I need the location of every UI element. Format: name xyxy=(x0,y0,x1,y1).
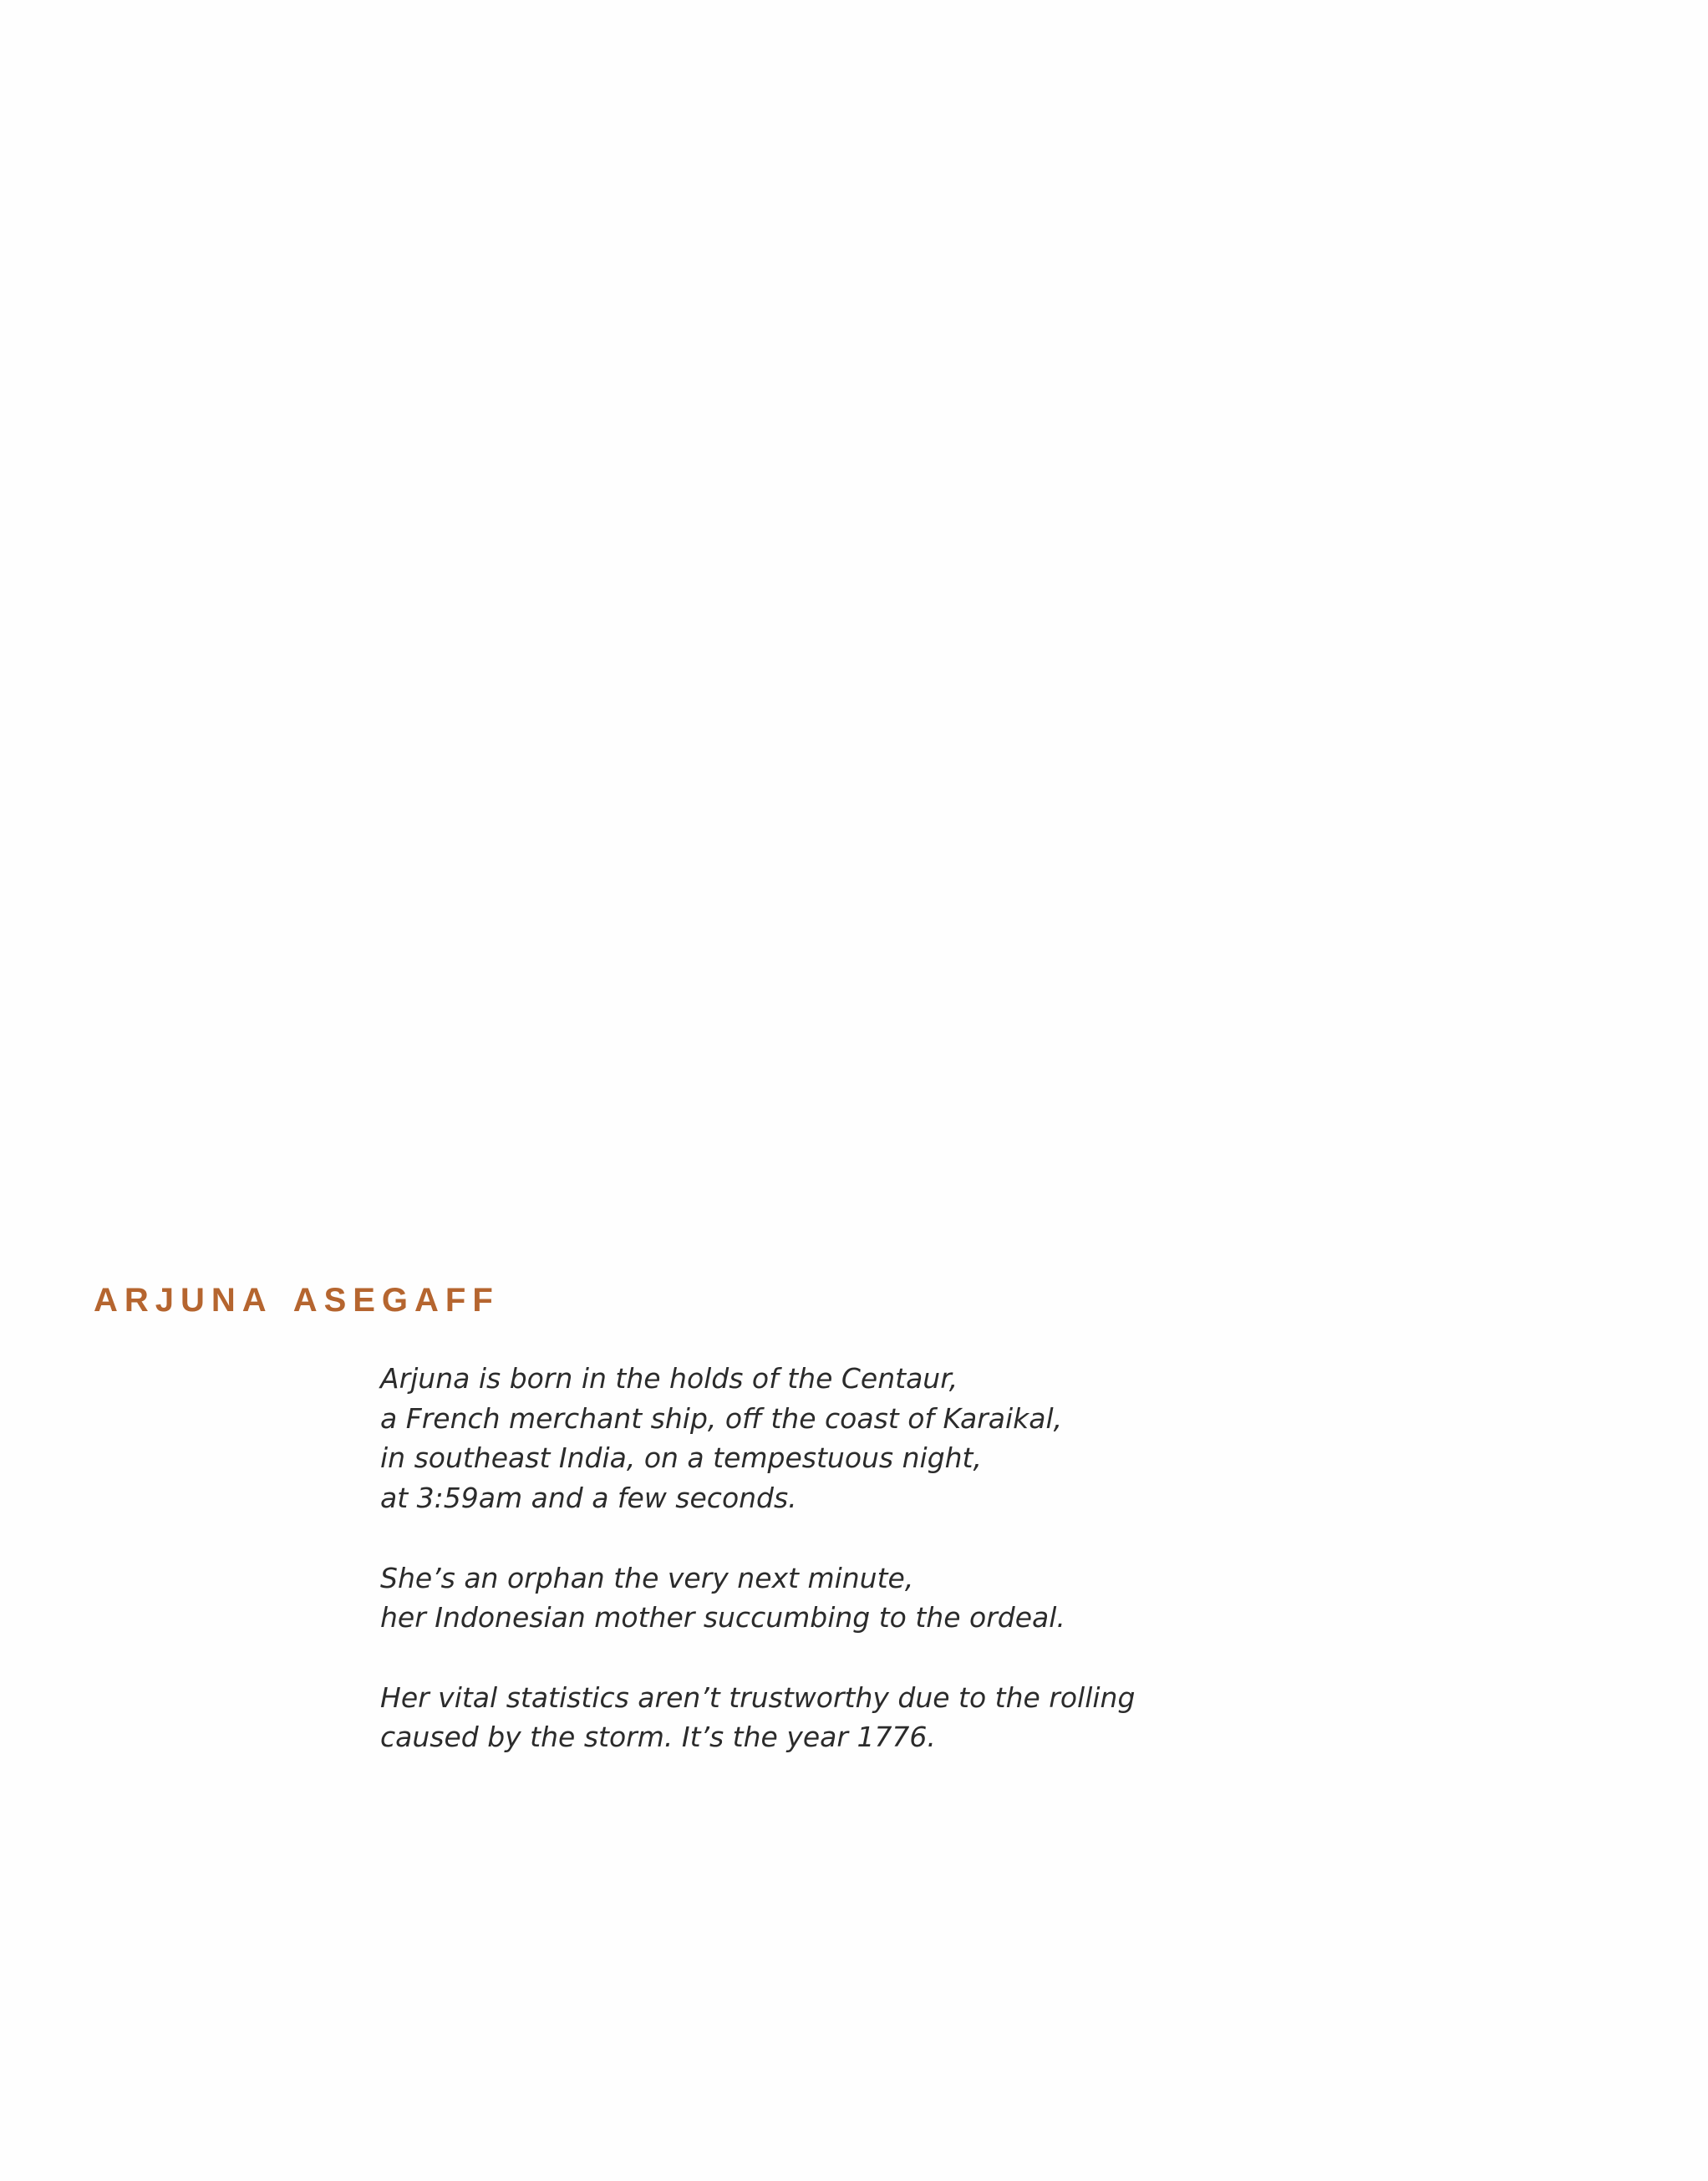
stanza-3 xyxy=(380,1678,1299,1757)
stanza-2 xyxy=(380,1558,1299,1638)
last-name: ASEGAFF xyxy=(292,1282,500,1319)
poem-line: She’s an orphan the very next minute, xyxy=(380,1561,914,1594)
poem-line: in southeast India, on a tempestuous night, xyxy=(380,1441,982,1475)
poem-line: at 3:59am and a few seconds. xyxy=(380,1482,797,1515)
poem-line: Arjuna is born in the holds of the Centaur, xyxy=(380,1362,958,1395)
poem-text xyxy=(380,1359,1299,1757)
poem-line: a French merchant ship, off the coast of Karaikal, xyxy=(380,1401,1063,1435)
stanza-1 xyxy=(380,1359,1299,1518)
poem-line: her Indonesian mother succumbing to the ordeal. xyxy=(380,1601,1065,1634)
poem-line: Her vital statistics aren’t trustworthy due to the rolling xyxy=(380,1680,1136,1714)
first-name: ARJUNA xyxy=(94,1282,273,1319)
poem-line: caused by the storm. It’s the year 1776. xyxy=(380,1721,936,1754)
character-name-heading xyxy=(94,1277,500,1324)
